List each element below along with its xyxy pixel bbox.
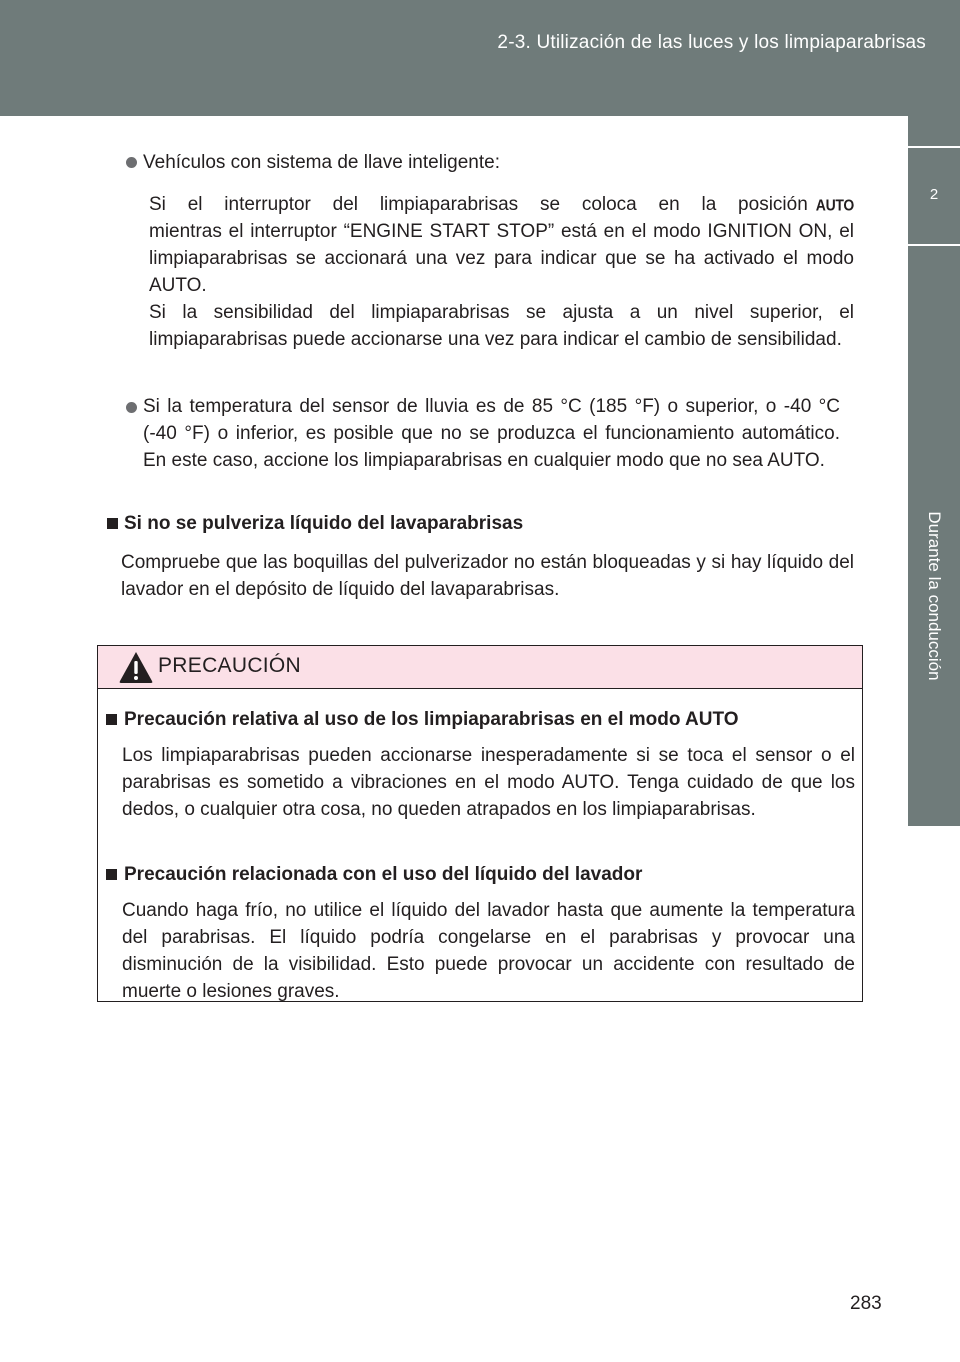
section-body: Compruebe que las boquillas del pulverizador no están bloqueadas y si hay líquido del lavador en el depósito de líquido del lavaparabrisas. [121,552,854,600]
caution-item-2-heading: Precaución relacionada con el uso del líquido del lavador [124,864,643,885]
bullet-dot [126,157,137,168]
header-bar [0,0,960,116]
caution-box [97,645,863,1002]
bullet-1-text1: mientras el interruptor “ENGINE START STOP” está en el modo IGNITION ON, el limpiaparabrisas se accionará una vez para indicar que se ha activado el modo AUTO. [149,221,854,296]
side-tab-top [908,116,960,146]
bullet-dot [126,402,137,413]
caution-item-2-body: Cuando haga frío, no utilice el líquido del lavador hasta que aumente la temperatura del parabrisas. El líquido podría congelarse en el parabrisas y provocar una disminución de la visibilidad. Esto puede provocar un accidente con resultado de muerte o lesiones graves. [122,900,855,1002]
bullet-1-line1-text: Si el interruptor del limpiaparabrisas se coloca en la posición [149,194,808,215]
chapter-number: 2 [929,186,939,203]
bullet-2-text: Si la temperatura del sensor de lluvia es de 85 °C (185 °F) o superior, o -40 °C (-40 °F) o inferior, es posible que no se produzca el funcionamiento automático. En este caso, accione los limpiaparabrisas en cualquier modo que no sea AUTO. [143,396,840,471]
bullet-1-title: Vehículos con sistema de llave inteligente: [143,152,500,173]
auto-mode-icon: AUTO [815,195,854,215]
warning-icon [118,650,154,684]
caution-header [98,646,862,689]
page-number: 283 [850,1293,882,1314]
section-title: 2-3. Utilización de las luces y los limpiaparabrisas [497,32,926,53]
square-bullet [106,869,117,880]
square-bullet [106,714,117,725]
caution-item-1-body: Los limpiaparabrisas pueden accionarse inesperadamente si se toca el sensor o el parabrisas es sometido a vibraciones en el modo AUTO. Tenga cuidado de que los dedos, o cualquier otra cosa, no queden atrapados en los limpiaparabrisas. [122,745,855,820]
section-heading: Si no se pulveriza líquido del lavaparabrisas [124,513,524,534]
caution-item-1-heading: Precaución relativa al uso de los limpiaparabrisas en el modo AUTO [124,709,739,730]
bullet-1-text2: Si la sensibilidad del limpiaparabrisas se ajusta a un nivel superior, el limpiaparabrisas puede accionarse una vez para indicar el cambio de sensibilidad. [149,302,854,350]
caution-title: PRECAUCIÓN [158,654,302,677]
square-bullet [107,518,118,529]
chapter-label: Durante la conducción [925,511,944,681]
bullet-1-line1 [149,191,854,219]
